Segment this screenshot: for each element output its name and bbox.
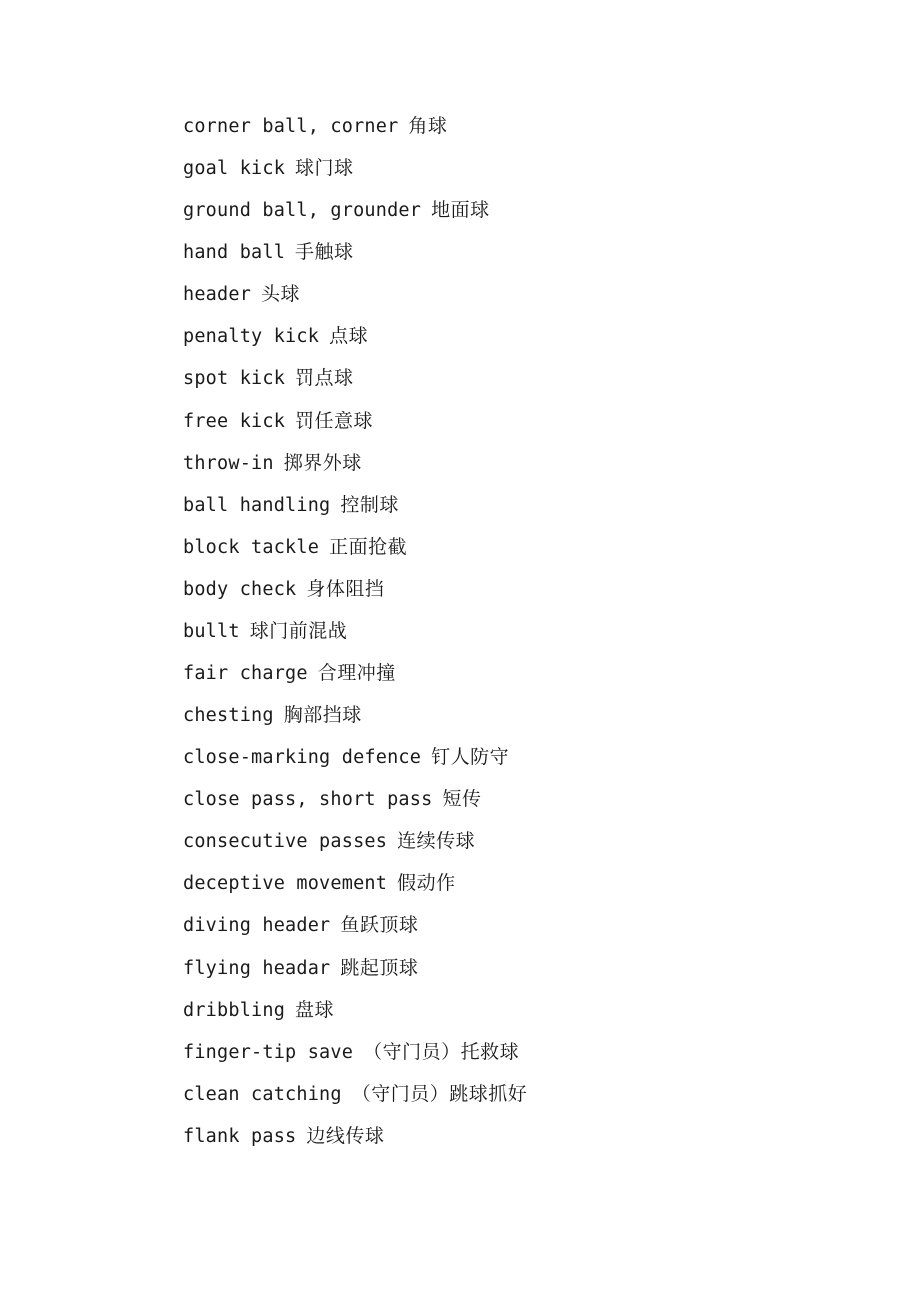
chinese-meaning: 手触球: [295, 241, 354, 264]
english-term: deceptive movement: [183, 873, 388, 895]
vocab-entry: [183, 357, 527, 399]
english-term: chesting: [183, 705, 274, 727]
chinese-meaning: 胸部挡球: [283, 704, 362, 727]
english-term: ground ball, grounder: [183, 200, 422, 222]
vocab-entry: [183, 947, 527, 989]
english-term: corner ball, corner: [183, 116, 399, 137]
vocab-entry: [183, 904, 527, 946]
vocab-entry: [183, 778, 527, 820]
vocab-entry: [183, 147, 527, 189]
english-term: header: [183, 284, 252, 306]
vocab-entry: [183, 820, 527, 862]
chinese-meaning: 控制球: [340, 493, 399, 516]
vocab-entry: [183, 652, 527, 694]
vocab-entry: [183, 231, 527, 273]
vocab-entry: [183, 400, 527, 442]
chinese-meaning: （守门员）托救球: [363, 1040, 520, 1063]
vocab-entry: [183, 568, 527, 610]
chinese-meaning: 地面球: [431, 199, 490, 222]
english-term: block tackle: [183, 536, 320, 558]
chinese-meaning: 正面抢截: [329, 535, 408, 558]
english-term: spot kick: [183, 368, 286, 390]
chinese-meaning: 钉人防守: [431, 746, 510, 769]
chinese-meaning: 短传: [442, 788, 482, 811]
vocab-entry: [183, 189, 527, 231]
english-term: close-marking defence: [183, 747, 422, 769]
vocab-entry: [183, 694, 527, 736]
english-term: flying headar: [183, 957, 331, 979]
english-term: free kick: [183, 410, 286, 432]
vocab-entry: [183, 610, 527, 652]
chinese-meaning: 连续传球: [397, 830, 476, 853]
vocab-entry: [183, 736, 527, 778]
english-term: clean catching: [183, 1083, 342, 1105]
vocab-entry: [183, 526, 527, 568]
chinese-meaning: 头球: [261, 283, 301, 306]
chinese-meaning: 罚点球: [295, 367, 354, 390]
vocab-entry: [183, 1031, 527, 1073]
vocab-entry: [183, 105, 527, 147]
english-term: hand ball: [183, 242, 286, 264]
chinese-meaning: 假动作: [397, 872, 456, 895]
chinese-meaning: 球门前混战: [249, 619, 348, 642]
vocab-entry: [183, 484, 527, 526]
english-term: goal kick: [183, 158, 286, 180]
english-term: penalty kick: [183, 326, 320, 348]
english-term: body check: [183, 578, 297, 600]
vocab-entry: [183, 1073, 527, 1115]
chinese-meaning: 罚任意球: [295, 409, 374, 432]
vocab-entry: [183, 315, 527, 357]
chinese-meaning: 跳起顶球: [340, 956, 419, 979]
english-term: fair charge: [183, 663, 308, 685]
chinese-meaning: 角球: [408, 115, 448, 137]
english-term: finger-tip save: [183, 1041, 354, 1063]
english-term: diving header: [183, 915, 331, 937]
english-term: bullt: [183, 620, 240, 642]
chinese-meaning: 盘球: [295, 998, 335, 1021]
english-term: close pass, short pass: [183, 789, 433, 811]
chinese-meaning: 边线传球: [306, 1124, 385, 1147]
chinese-meaning: 合理冲撞: [317, 662, 396, 685]
vocabulary-list: [183, 105, 527, 1157]
english-term: ball handling: [183, 494, 331, 516]
chinese-meaning: 点球: [329, 325, 369, 348]
vocab-entry: [183, 1115, 527, 1157]
english-term: throw-in: [183, 452, 274, 474]
chinese-meaning: （守门员）跳球抓好: [351, 1082, 528, 1105]
vocab-entry: [183, 273, 527, 315]
vocab-entry: [183, 442, 527, 484]
english-term: consecutive passes: [183, 831, 388, 853]
chinese-meaning: 身体阻挡: [306, 577, 385, 600]
english-term: flank pass: [183, 1125, 297, 1147]
chinese-meaning: 球门球: [295, 157, 354, 180]
vocab-entry: [183, 862, 527, 904]
chinese-meaning: 掷界外球: [283, 451, 362, 474]
vocab-entry: [183, 989, 527, 1031]
chinese-meaning: 鱼跃顶球: [340, 914, 419, 937]
english-term: dribbling: [183, 999, 286, 1021]
